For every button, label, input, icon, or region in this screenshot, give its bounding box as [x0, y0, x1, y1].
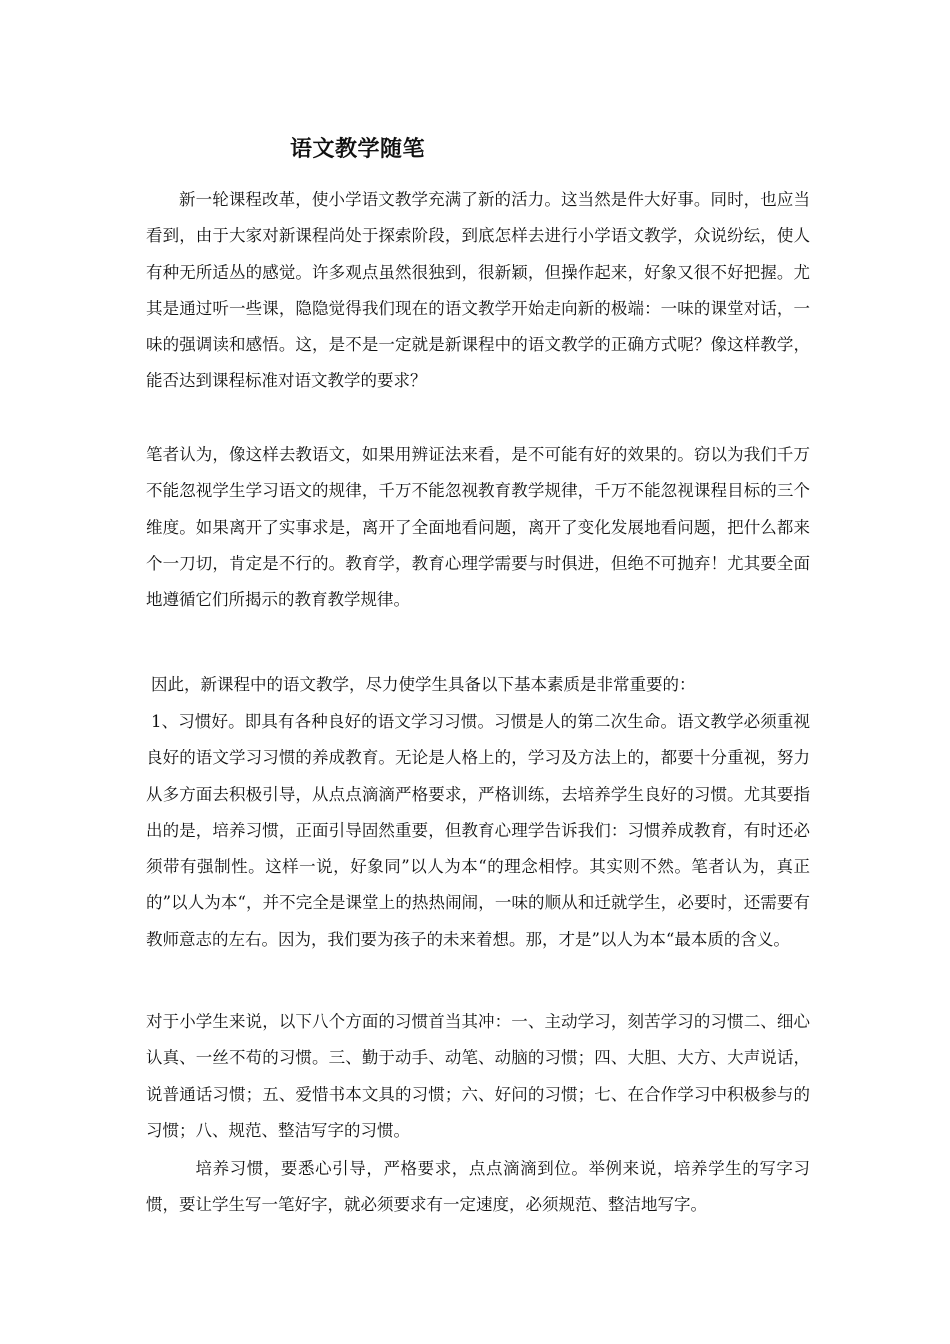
paragraph-intro: 新一轮课程改革，使小学语文教学充满了新的活力。这当然是件大好事。同时，也应当看到，由于大家对新课程尚处于探索阶段，到底怎样去进行小学语文教学，众说纷纭，使人有种无所适丛的感觉。许多观点虽然很独到，很新颖，但操作起来，好象又很不好把握。尤其是通过听一些课，隐隐觉得我们现在的语文教学开始走向新的极端：一味的课堂对话，一味的强调读和感悟。这，是不是一定就是新课程中的语文教学的正确方式呢？像这样教学，能否达到课程标准对语文教学的要求？: [146, 190, 810, 391]
paragraph-eight-habits: 对于小学生来说，以下八个方面的习惯首当其冲：一、主动学习，刻苦学习的习惯二、细心认真、一丝不苟的习惯。三、勤于动手、动笔、动脑的习惯；四、大胆、大方、大声说话，说普通话习惯；五、爱惜书本文具的习惯；六、好问的习惯；七、在合作学习中积极参与的习惯；八、规范、整洁写字的习惯。: [146, 1012, 810, 1140]
paragraph-qualities-intro: 因此，新课程中的语文教学，尽力使学生具备以下基本素质是非常重要的：: [150, 675, 696, 694]
paragraph-habit-one: 1、习惯好。即具有各种良好的语文学习习惯。习惯是人的第二次生命。语文教学必须重视良好的语文学习习惯的养成教育。无论是人格上的，学习及方法上的，都要十分重视，努力从多方面去积极引导，从点点滴滴严格要求，严格训练，去培养学生良好的习惯。尤其要指出的是，培养习惯，正面引导固然重要，但教育心理学告诉我们：习惯养成教育，有时还必须带有强制性。这样一说，好象同”以人为本“的理念相悖。其实则不然。笔者认为，真正的”以人为本“，并不完全是课堂上的热热闹闹，一味的顺从和迁就学生，必要时，还需要有教师意志的左右。因为，我们要为孩子的未来着想。那，才是”以人为本“最本质的含义。: [146, 712, 810, 949]
paragraph-opinion: 笔者认为，像这样去教语文，如果用辨证法来看，是不可能有好的效果的。窃以为我们千万不能忽视学生学习语文的规律，千万不能忽视教育教学规律，千万不能忽视课程目标的三个维度。如果离开了实事求是，离开了全面地看问题，离开了变化发展地看问题，把什么都来个一刀切，肯定是不行的。教育学，教育心理学需要与时俱进，但绝不可抛弃！尤其要全面地遵循它们所揭示的教育教学规律。: [146, 445, 810, 610]
page-title: 语文教学随笔: [290, 137, 426, 162]
paragraph-cultivation: 培养习惯，要悉心引导，严格要求，点点滴滴到位。举例来说，培养学生的写字习惯，要让学生写一笔好字，就必须要求有一定速度，必须规范、整洁地写字。: [146, 1159, 810, 1215]
